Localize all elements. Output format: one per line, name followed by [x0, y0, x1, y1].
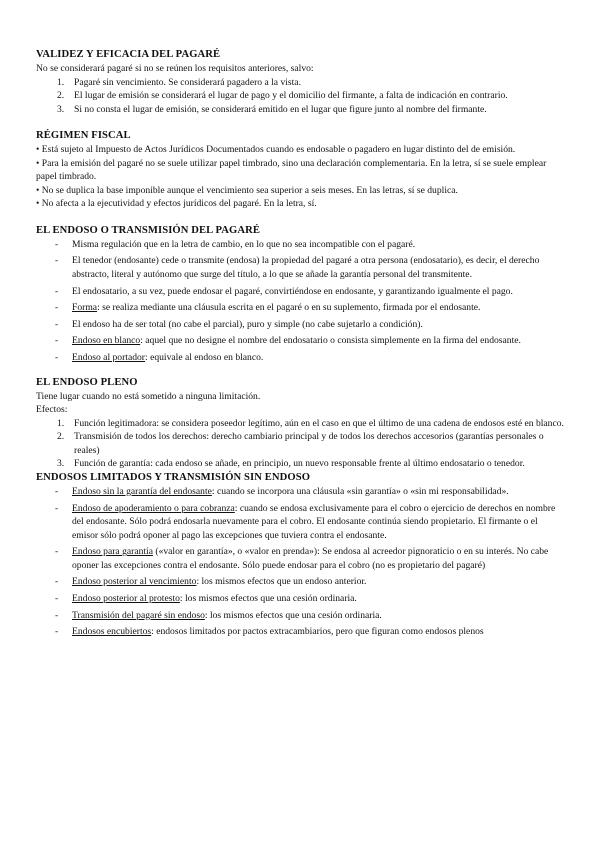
list-item: - Endoso posterior al protesto: los mismos efectos que una cesión ordinaria. — [55, 593, 357, 605]
item-term: Endoso posterior al protesto — [72, 593, 180, 605]
item-text: : se realiza mediante una cláusula escrita en el pagaré o en su suplemento, firmada por el endosante. — [97, 302, 481, 314]
section-endoso-transmision — [36, 224, 566, 365]
list-item: - El endoso ha de ser total (no cabe el parcial), puro y simple (no cabe sujetarlo a condición). — [55, 318, 423, 330]
dash-list — [36, 485, 566, 639]
item-term: Endoso para garantía — [72, 546, 153, 558]
item-number: 1. — [57, 417, 65, 429]
list-item — [36, 430, 566, 457]
item-number: 3. — [57, 458, 65, 470]
item-text: Misma regulación que en la letra de cambio, en lo que no sea incompatible con el pagaré. — [72, 238, 416, 250]
list-item: - Endoso en blanco: aquel que no designe el nombre del endosatario o consista simplemente en la firma del endosante. — [55, 335, 521, 347]
item-text: El tenedor (endosante) cede o transmite (endosa) la propiedad del pagaré a otra persona (endosatario), es decir, el derecho abstracto, literal y autónomo que surge del título, a lo que se añade la garantía personal del transmitente. — [72, 255, 540, 280]
item-term: Endoso posterior al vencimiento — [72, 576, 197, 588]
list-item — [36, 103, 566, 117]
list-item: - Endosos encubiertos: endosos limitados por pactos extracambiarios, pero que figuran como endosos plenos — [55, 626, 484, 638]
bullet-paragraph: • No se duplica la base imponible aunque el vencimiento sea superior a seis meses. En las letras, sí se duplica. — [36, 184, 458, 196]
bullet-paragraph: • No afecta a la ejecutividad y efectos jurídicos del pagaré. En la letra, sí. — [36, 198, 317, 210]
section-title: RÉGIMEN FISCAL — [36, 130, 131, 142]
item-text: Pagaré sin vencimiento. Se considerará pagadero a la vista. — [74, 76, 301, 88]
item-term: Endoso en blanco — [72, 335, 141, 347]
section-validez — [36, 48, 566, 116]
numbered-list — [36, 417, 566, 471]
section-endoso-pleno — [36, 376, 566, 471]
section-regimen-fiscal — [36, 129, 566, 211]
list-item — [36, 89, 566, 103]
item-term: Transmisión del pagaré sin endoso — [72, 609, 205, 621]
item-number: 2. — [57, 431, 65, 443]
list-item: - Endoso sin la garantía del endosante: cuando se incorpora una cláusula «sin garantía» o «sin mi responsabilidad». — [55, 485, 509, 497]
section-intro: No se considerará pagaré si no se reúnen los requisitos anteriores, salvo: — [36, 63, 314, 74]
section-title: EL ENDOSO PLENO — [36, 376, 138, 388]
list-item: - Endoso de apoderamiento o para cobranza: cuando se endosa exclusivamente para el cobro o ejercicio de derechos en nombre del endosante. Sólo podrá endosarla nuevamente para el cobro. El endosante continúa siendo propietario. El firmante o el emisor sólo podrá oponer al pago las excepciones que tuviera contra el endosante. — [55, 502, 556, 541]
list-item: - El endosatario, a su vez, puede endosar el pagaré, convirtiéndose en endosante, y garantizando igualmente el pago. — [55, 285, 513, 297]
item-number: 2. — [57, 90, 65, 102]
item-text: Si no consta el lugar de emisión, se considerará emitido en el lugar que figure junto al nombre del firmante. — [74, 103, 487, 115]
item-text: : cuando se endosa exclusivamente para el cobro o ejercicio de derechos en nombre del endosante. Sólo podrá endosarla nuevamente para el cobro. El endosante continúa siendo propietario. El firmante o el emisor sólo podrá oponer al pago las excepciones que tuviera contra el endosante. — [72, 502, 556, 541]
item-text: : endosos limitados por pactos extracambiarios, pero que figuran como endosos plenos — [151, 626, 484, 638]
item-text: : los mismos efectos que un endoso anterior. — [196, 576, 367, 588]
item-text: : aquel que no designe el nombre del endosatario o consista simplemente en la firma del endosante. — [140, 335, 521, 347]
item-number: 3. — [57, 103, 65, 115]
document-page — [36, 48, 566, 642]
item-text: Función de garantía: cada endoso se añade, en principio, un nuevo responsable frente al último endosatario o tenedor. — [74, 458, 525, 470]
item-text: Transmisión de todos los derechos: derecho cambiario principal y de todos los derechos accesorios (garantías personales o reales) — [74, 431, 544, 456]
list-item — [36, 417, 566, 431]
list-item: - Forma: se realiza mediante una cláusula escrita en el pagaré o en su suplemento, firmada por el endosante. — [55, 302, 481, 314]
list-item: - Transmisión del pagaré sin endoso: los mismos efectos que una cesión ordinaria. — [55, 609, 382, 621]
section-title: ENDOSOS LIMITADOS Y TRANSMISIÓN SIN ENDOSO — [36, 471, 311, 483]
item-term: Endoso sin la garantía del endosante — [72, 485, 212, 497]
section-title: EL ENDOSO O TRANSMISIÓN DEL PAGARÉ — [36, 224, 261, 236]
item-text: El endoso ha de ser total (no cabe el parcial), puro y simple (no cabe sujetarlo a condición). — [72, 318, 423, 330]
list-item: - Endoso posterior al vencimiento: los mismos efectos que un endoso anterior. — [55, 576, 367, 588]
section-title: VALIDEZ Y EFICACIA DEL PAGARÉ — [36, 49, 221, 60]
item-text: El endosatario, a su vez, puede endosar el pagaré, convirtiéndose en endosante, y garantizando igualmente el pago. — [72, 285, 513, 297]
effects-label: Efectos: — [36, 404, 68, 416]
item-text: Función legitimadora: se considera poseedor legítimo, aún en el caso en que el último de una cadena de endosos esté en blanco. — [74, 417, 564, 429]
section-intro: Tiene lugar cuando no está sometido a ninguna limitación. — [36, 390, 261, 402]
item-text: : los mismos efectos que una cesión ordinaria. — [179, 593, 357, 605]
bullet-paragraph: • Para la emisión del pagaré no se suele utilizar papel timbrado, sino una declaración complementaria. En la letra, sí se suele emplear papel timbrado. — [36, 157, 547, 183]
dash-list — [36, 238, 566, 365]
list-item: - Endoso para garantía («valor en garantía», o «valor en prenda»): Se endosa al acreedor pignoraticio o en su interés. No cabe oponer las excepciones contra el endosante. Sólo puede endosar para el cobro (no es propietario del pagaré) — [55, 546, 549, 571]
list-item: - Endoso al portador: equivale al endoso en blanco. — [55, 351, 264, 363]
item-text: : los mismos efectos que una cesión ordinaria. — [204, 609, 382, 621]
list-item: - El tenedor (endosante) cede o transmite (endosa) la propiedad del pagaré a otra persona (endosatario), es decir, el derecho abstracto, literal y autónomo que surge del título, a lo que se añade la garantía personal del transmitente. — [55, 255, 540, 280]
numbered-list — [36, 76, 566, 117]
list-item: - Misma regulación que en la letra de cambio, en lo que no sea incompatible con el pagaré. — [55, 238, 416, 250]
item-text: El lugar de emisión se considerará el lugar de pago y el domicilio del firmante, a falta de indicación en contrario. — [74, 90, 508, 102]
item-term: Forma — [72, 302, 98, 314]
section-endosos-limitados — [36, 471, 566, 639]
list-item — [36, 457, 566, 471]
list-item — [36, 76, 566, 90]
item-term: Endoso de apoderamiento o para cobranza — [72, 502, 235, 514]
item-term: Endosos encubiertos — [72, 626, 152, 638]
item-text: («valor en garantía», o «valor en prenda»): Se endosa al acreedor pignoraticio o en su interés. No cabe oponer las excepciones contra el endosante. Sólo puede endosar para el cobro (no es propietario del pagaré) — [72, 546, 549, 571]
bullet-paragraph: • Está sujeto al Impuesto de Actos Jurídicos Documentados cuando es endosable o pagadero en lugar distinto del de emisión. — [36, 144, 516, 156]
item-text: : cuando se incorpora una cláusula «sin garantía» o «sin mi responsabilidad». — [211, 485, 509, 497]
item-number: 1. — [57, 76, 65, 88]
item-term: Endoso al portador — [72, 351, 146, 363]
item-text: : equivale al endoso en blanco. — [145, 351, 264, 363]
